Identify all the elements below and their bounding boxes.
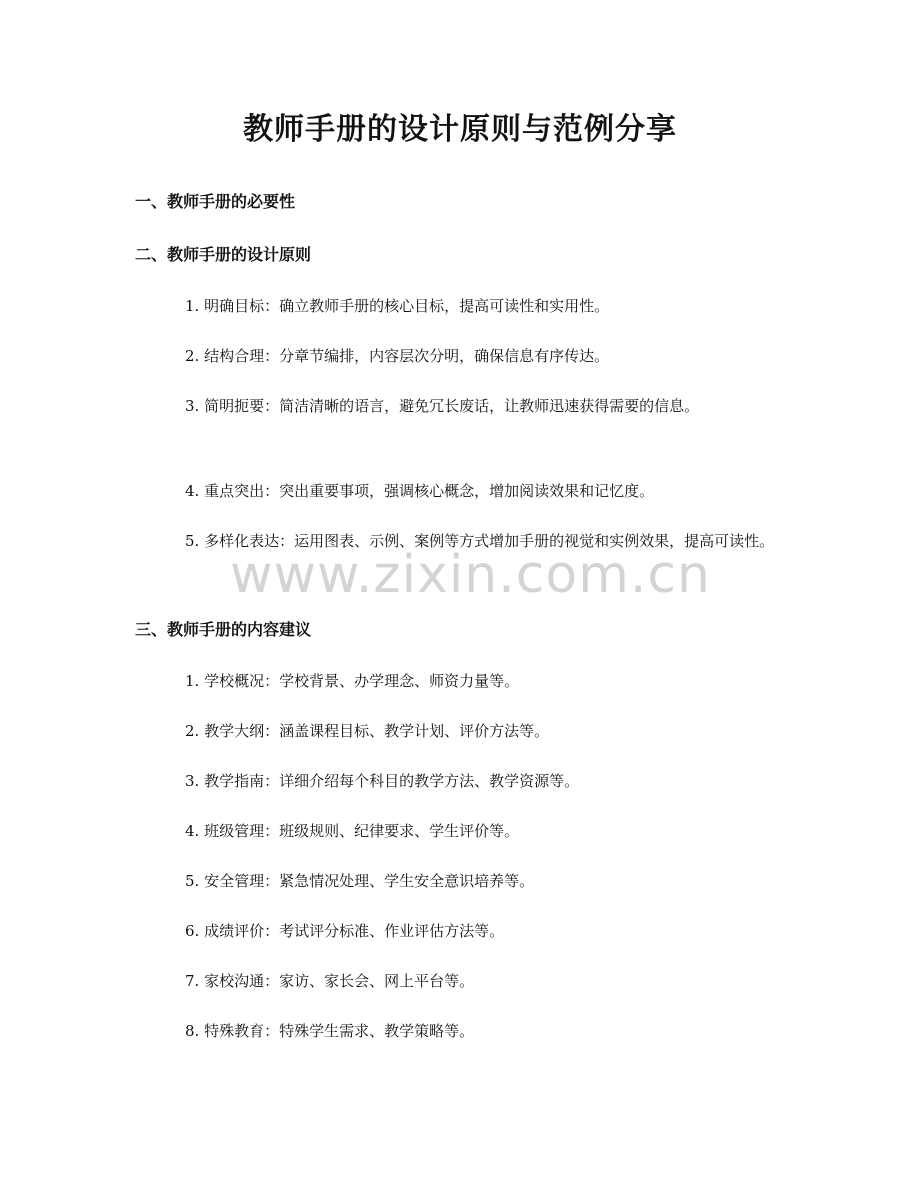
principle-item-5: 5. 多样化表达：运用图表、示例、案例等方式增加手册的视觉和实例效果，提高可读性。	[185, 532, 775, 550]
principle-item-4: 4. 重点突出：突出重要事项，强调核心概念，增加阅读效果和记忆度。	[185, 482, 655, 500]
principle-item-3: 3. 简明扼要：简洁清晰的语言，避免冗长废话，让教师迅速获得需要的信息。	[185, 397, 700, 415]
watermark: www.zixin.com.cn	[230, 545, 711, 605]
section-heading-necessity: 一、教师手册的必要性	[135, 192, 296, 211]
content-item-1: 1. 学校概况：学校背景、办学理念、师资力量等。	[185, 672, 520, 690]
content-item-8: 8. 特殊教育：特殊学生需求、教学策略等。	[185, 1022, 475, 1040]
section-heading-principles: 二、教师手册的设计原则	[135, 245, 312, 264]
content-item-4: 4. 班级管理：班级规则、纪律要求、学生评价等。	[185, 822, 520, 840]
principle-item-1: 1. 明确目标：确立教师手册的核心目标，提高可读性和实用性。	[185, 297, 610, 315]
document-title: 教师手册的设计原则与范例分享	[243, 112, 677, 147]
content-item-7: 7. 家校沟通：家访、家长会、网上平台等。	[185, 972, 475, 990]
content-item-6: 6. 成绩评价：考试评分标准、作业评估方法等。	[185, 922, 505, 940]
content-item-2: 2. 教学大纲：涵盖课程目标、教学计划、评价方法等。	[185, 722, 550, 740]
content-item-3: 3. 教学指南：详细介绍每个科目的教学方法、教学资源等。	[185, 772, 580, 790]
content-item-5: 5. 安全管理：紧急情况处理、学生安全意识培养等。	[185, 872, 535, 890]
principle-item-2: 2. 结构合理：分章节编排，内容层次分明，确保信息有序传达。	[185, 347, 610, 365]
section-heading-content: 三、教师手册的内容建议	[135, 620, 312, 639]
